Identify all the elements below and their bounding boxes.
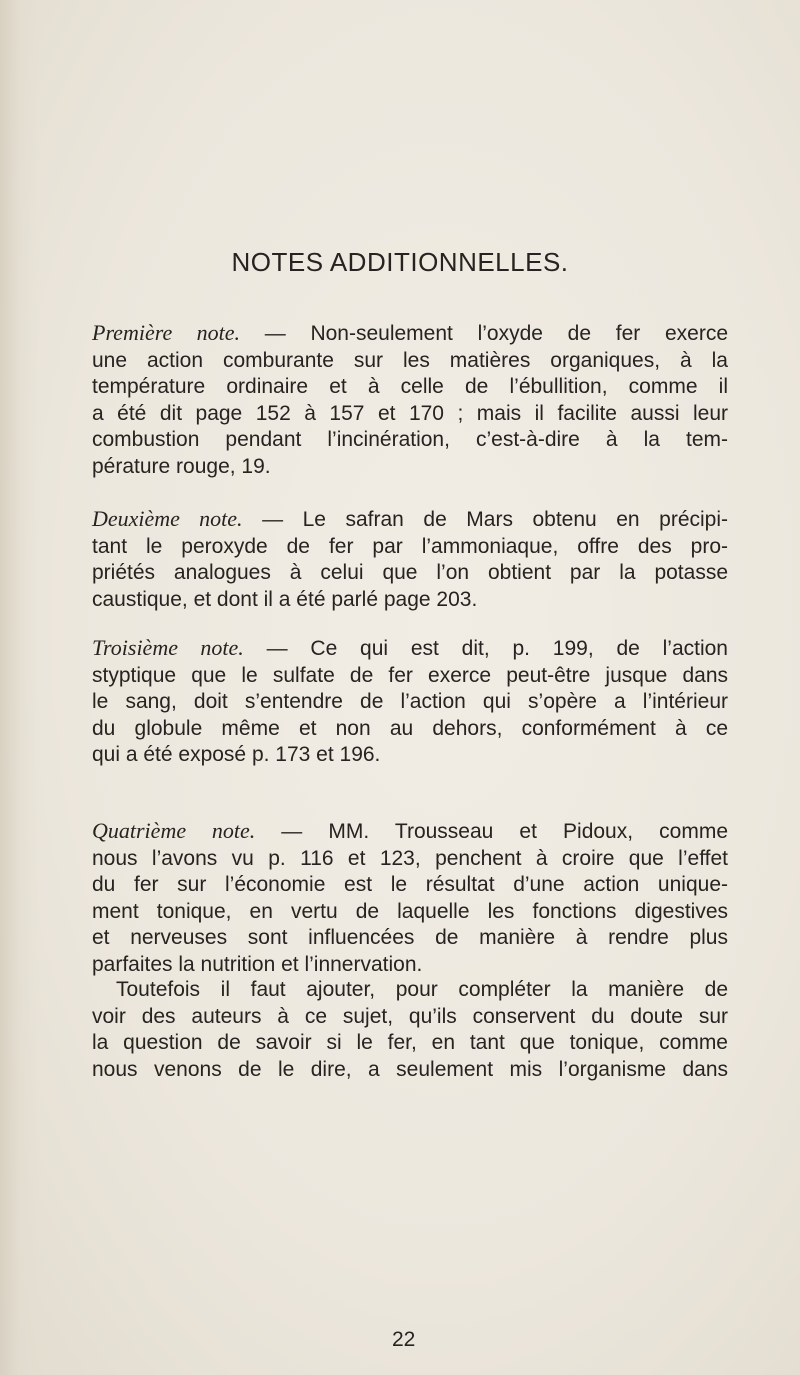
note-line: Première note. — Non-seulement l’oxyde de fer exerce — [92, 320, 728, 345]
note-line: priétés analogues à celui que l’on obtient par la potasse — [92, 561, 728, 584]
page-title: NOTES ADDITIONNELLES. — [231, 247, 569, 277]
note-line: du globule même et non au dehors, conformément à ce — [92, 716, 728, 740]
note-label: Troisième note. — [92, 635, 244, 660]
note-line: Toutefois il faut ajouter, pour compléter la manière de — [116, 978, 728, 1001]
note-line: et nerveuses sont influencées de manière à rendre plus — [92, 926, 728, 949]
note-line: caustique, et dont il a été parlé page 203. — [92, 587, 478, 611]
note-line: pérature rouge, 19. — [92, 454, 271, 478]
note-line: nous venons de le dire, a seulement mis l’organisme dans — [92, 1057, 728, 1081]
note-line: styptique que le sulfate de fer exerce peut-être jusque dans — [92, 663, 728, 687]
note-line: parfaites la nutrition et l’innervation. — [92, 952, 423, 976]
page-edge-shadow — [0, 0, 40, 1375]
note-line: qui a été exposé p. 173 et 196. — [92, 743, 381, 766]
note-label: Quatrième note. — [92, 818, 256, 843]
note-4-continuation — [92, 977, 728, 1083]
note-line: voir des auteurs à ce sujet, qu’ils conservent du doute sur — [92, 1004, 728, 1028]
note-label: Première note. — [92, 320, 240, 345]
note-line: nous l’avons vu p. 116 et 123, penchent à croire que l’effet — [92, 846, 728, 870]
note-line: température ordinaire et à celle de l’ébullition, comme il — [92, 375, 728, 398]
note-line: tant le peroxyde de fer par l’ammoniaque, offre des pro- — [92, 534, 728, 558]
note-label: Deuxième note. — [92, 506, 243, 531]
note-line: Deuxième note. — Le safran de Mars obtenu en précipi- — [92, 506, 728, 531]
note-3 — [92, 635, 728, 769]
note-line: combustion pendant l’incinération, c’est-à-dire à la tem- — [92, 428, 728, 451]
note-line: le sang, doit s’entendre de l’action qui s’opère a l’intérieur — [92, 690, 728, 713]
note-1 — [92, 320, 728, 480]
note-line: ment tonique, en vertu de laquelle les fonctions digestives — [92, 899, 728, 923]
note-2 — [92, 506, 728, 613]
note-line: a été dit page 152 à 157 et 170 ; mais il facilite aussi leur — [92, 401, 728, 425]
note-line: une action comburante sur les matières organiques, à la — [92, 348, 728, 372]
note-4 — [92, 818, 728, 978]
note-line: Troisième note. — Ce qui est dit, p. 199, de l’action — [92, 635, 728, 660]
note-line: du fer sur l’économie est le résultat d’une action unique- — [92, 873, 728, 896]
note-line: Quatrième note. — MM. Trousseau et Pidoux, comme — [92, 818, 728, 843]
note-line: la question de savoir si le fer, en tant que tonique, comme — [92, 1031, 728, 1054]
page-number: 22 — [392, 1328, 416, 1351]
